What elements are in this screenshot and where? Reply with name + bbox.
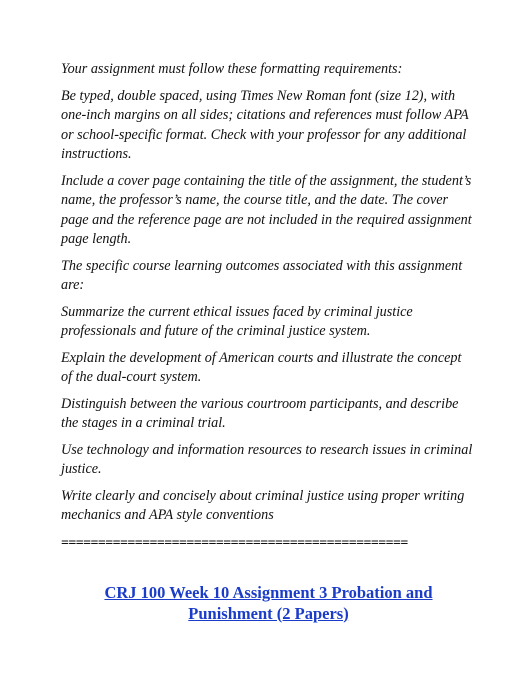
learning-outcome-item: Use technology and information resources to research issues in criminal justice. [61, 441, 473, 477]
assignment-title-link[interactable]: CRJ 100 Week 10 Assignment 3 Probation and Punishment (2 Papers) [104, 582, 433, 623]
formatting-paragraph: Be typed, double spaced, using Times New Roman font (size 12), with one-inch margins on all sides; citations and references must follow APA or school-specific format. Check with your professor for any additional instructions. [61, 87, 469, 162]
learning-outcome-item: Summarize the current ethical issues faced by criminal justice professionals and future of the criminal justice system. [61, 303, 413, 339]
cover-page-paragraph: Include a cover page containing the title of the assignment, the student’s name, the professor’s name, the course title, and the date. The cover page and the reference page are not included in the required assignment page length. [61, 172, 472, 247]
learning-outcome-item: Write clearly and concisely about criminal justice using proper writing mechanics and APA style conventions [61, 487, 465, 523]
document-page [61, 60, 476, 624]
learning-outcome-item: Distinguish between the various courtroom participants, and describe the stages in a criminal trial. [61, 395, 459, 431]
title-link-container [61, 582, 476, 624]
learning-outcomes-intro: The specific course learning outcomes associated with this assignment are: [61, 257, 463, 293]
learning-outcome-item: Explain the development of American courts and illustrate the concept of the dual-court system. [61, 349, 462, 385]
section-divider: =============================================== [61, 535, 408, 551]
formatting-requirements-heading: Your assignment must follow these formatting requirements: [61, 61, 403, 77]
